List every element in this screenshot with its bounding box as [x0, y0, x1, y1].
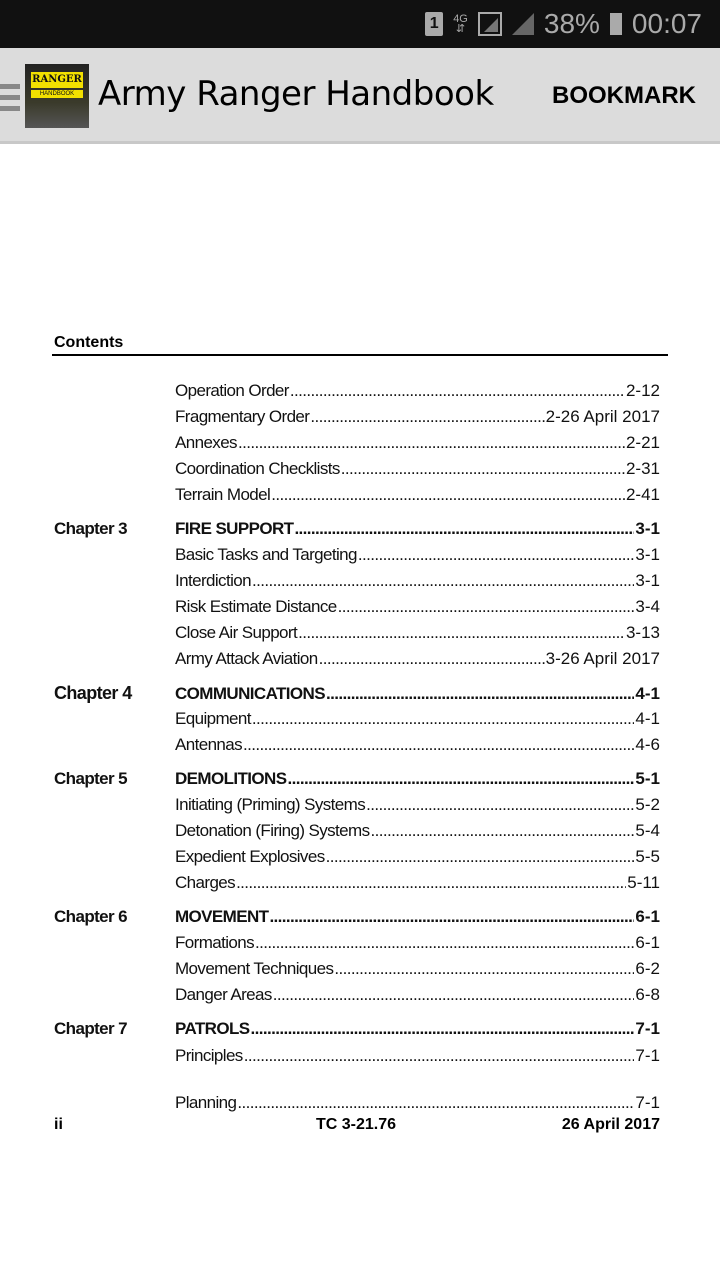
toc-entry[interactable] — [54, 623, 660, 647]
dot-leader — [341, 459, 625, 479]
toc-entry[interactable] — [54, 545, 660, 569]
toc-entry[interactable] — [54, 985, 660, 1009]
chapter-label: Chapter 4 — [54, 683, 132, 703]
toc-entry[interactable] — [54, 735, 660, 759]
entry-page: 4-1 — [635, 684, 660, 703]
entry-title: Formations — [175, 933, 255, 952]
toc-entry[interactable] — [54, 485, 660, 509]
entry-page: 6-2 — [635, 959, 660, 978]
toc-entry[interactable] — [54, 959, 660, 983]
toc-entry[interactable] — [54, 683, 660, 707]
entry-title: Initiating (Priming) Systems — [175, 795, 366, 814]
chapter-label: Chapter 5 — [54, 769, 128, 788]
entry-title: Operation Order — [175, 381, 289, 400]
logo-text: RANGER — [31, 72, 83, 88]
toc-entry[interactable] — [54, 933, 660, 957]
dot-leader — [358, 545, 635, 565]
entry-page: 7-1 — [635, 1046, 660, 1065]
network-label: 4G — [453, 13, 468, 25]
entry-page: 6-1 — [635, 933, 660, 952]
entry-title: Detonation (Firing) Systems — [175, 821, 370, 840]
toc-entry[interactable] — [54, 1019, 660, 1043]
bookmark-button[interactable]: BOOKMARK — [552, 82, 696, 109]
toc-entry[interactable] — [54, 433, 660, 457]
contents-heading: Contents — [54, 334, 124, 351]
entry-page: 6-1 — [635, 907, 660, 926]
entry-page: 2-31 — [625, 459, 660, 478]
entry-page: 4-1 — [635, 709, 660, 728]
wifi-signal-icon — [478, 12, 502, 36]
dot-leader — [244, 1046, 635, 1066]
dot-leader — [366, 795, 634, 815]
entry-page: 2-21 — [625, 433, 660, 452]
dot-leader — [338, 597, 635, 617]
entry-page: 3-13 — [625, 623, 660, 642]
toc-entry[interactable] — [54, 407, 660, 431]
dot-leader — [294, 519, 634, 539]
entry-title: Basic Tasks and Targeting — [175, 545, 357, 564]
entry-page: 3-4 — [635, 597, 660, 616]
dot-leader — [290, 381, 625, 401]
dot-leader — [237, 1093, 634, 1113]
toc-entry[interactable] — [54, 847, 660, 871]
footer-doc-id: TC 3-21.76 — [316, 1116, 397, 1133]
cell-signal-icon — [512, 13, 534, 35]
toc-entry[interactable] — [54, 907, 660, 931]
entry-title: DEMOLITIONS — [175, 769, 287, 788]
dot-leader — [287, 769, 634, 789]
menu-icon[interactable] — [0, 84, 20, 117]
entry-page: 2-26 April 2017 — [545, 407, 660, 426]
toc-entry[interactable] — [54, 769, 660, 793]
entry-title: Expedient Explosives — [175, 847, 325, 866]
entry-page: 3-1 — [635, 571, 660, 590]
entry-page: 7-1 — [635, 1093, 660, 1112]
toc-entry[interactable] — [54, 821, 660, 845]
entry-title: Charges — [175, 873, 236, 892]
entry-title: Antennas — [175, 735, 243, 754]
app-title: Army Ranger Handbook — [98, 74, 494, 114]
entry-page: 5-11 — [627, 873, 660, 892]
toc-entry[interactable] — [54, 597, 660, 621]
footer-date: 26 April 2017 — [561, 1116, 660, 1133]
dot-leader — [370, 821, 634, 841]
clock: 00:07 — [631, 8, 702, 39]
entry-title: Equipment — [175, 709, 251, 728]
toc-entry[interactable] — [54, 795, 660, 819]
entry-title: PATROLS — [175, 1019, 250, 1038]
entry-page: 5-1 — [635, 769, 660, 788]
dot-leader — [273, 985, 635, 1005]
app-bar — [0, 48, 720, 144]
entry-title: Interdiction — [175, 571, 251, 590]
network-type-icon: 4G ⇵ — [453, 13, 468, 35]
entry-page: 3-1 — [635, 519, 660, 538]
dot-leader — [252, 709, 635, 729]
entry-title: Coordination Checklists — [175, 459, 340, 478]
sim-icon: 1 — [425, 12, 443, 36]
entry-title: Army Attack Aviation — [175, 649, 318, 668]
dot-leader — [326, 847, 635, 867]
chapter-label: Chapter 6 — [54, 907, 128, 926]
footer-page-number: ii — [54, 1116, 63, 1133]
entry-title: Annexes — [175, 433, 237, 452]
dot-leader — [326, 684, 634, 704]
toc-entry[interactable] — [54, 519, 660, 543]
entry-page: 2-41 — [625, 485, 660, 504]
toc-entry[interactable] — [54, 873, 660, 897]
toc-entry[interactable] — [54, 649, 660, 673]
logo-subtext: HANDBOOK — [31, 90, 83, 98]
entry-title: Planning — [175, 1093, 237, 1112]
status-bar — [0, 0, 720, 48]
entry-title: MOVEMENT — [175, 907, 269, 926]
dot-leader — [319, 649, 545, 669]
dot-leader — [236, 873, 626, 893]
entry-title: Risk Estimate Distance — [175, 597, 337, 616]
entry-title: Fragmentary Order — [175, 407, 310, 426]
entry-title: COMMUNICATIONS — [175, 684, 325, 703]
entry-page: 5-4 — [635, 821, 660, 840]
toc-entry[interactable] — [54, 1093, 660, 1117]
chapter-label: Chapter 7 — [54, 1019, 128, 1038]
entry-title: Principles — [175, 1046, 243, 1065]
entry-page: 5-2 — [635, 795, 660, 814]
toc-entry[interactable] — [54, 709, 660, 733]
battery-percent: 38% — [543, 8, 600, 39]
entry-title: Close Air Support — [175, 623, 298, 642]
dot-leader — [251, 1019, 635, 1039]
dot-leader — [238, 433, 625, 453]
toc-entry[interactable] — [54, 459, 660, 483]
entry-page: 2-12 — [625, 381, 660, 400]
entry-page: 7-1 — [635, 1019, 660, 1038]
entry-title: Danger Areas — [175, 985, 272, 1004]
entry-page: 3-26 April 2017 — [545, 649, 660, 668]
dot-leader — [255, 933, 634, 953]
app-logo[interactable] — [25, 64, 89, 128]
dot-leader — [298, 623, 625, 643]
toc-entry[interactable] — [54, 571, 660, 595]
entry-title: FIRE SUPPORT — [175, 519, 294, 538]
entry-page: 6-8 — [635, 985, 660, 1004]
battery-icon — [610, 13, 622, 35]
chapter-label: Chapter 3 — [54, 519, 128, 538]
dot-leader — [271, 485, 625, 505]
heading-rule — [52, 354, 668, 356]
dot-leader — [334, 959, 634, 979]
entry-page: 5-5 — [635, 847, 660, 866]
dot-leader — [269, 907, 634, 927]
entry-title: Movement Techniques — [175, 959, 334, 978]
dot-leader — [310, 407, 544, 427]
toc-entry[interactable] — [54, 1046, 660, 1070]
entry-page: 4-6 — [635, 735, 660, 754]
entry-page: 3-1 — [635, 545, 660, 564]
entry-title: Terrain Model — [175, 485, 271, 504]
toc-entry[interactable] — [54, 381, 660, 405]
dot-leader — [243, 735, 634, 755]
dot-leader — [252, 571, 634, 591]
